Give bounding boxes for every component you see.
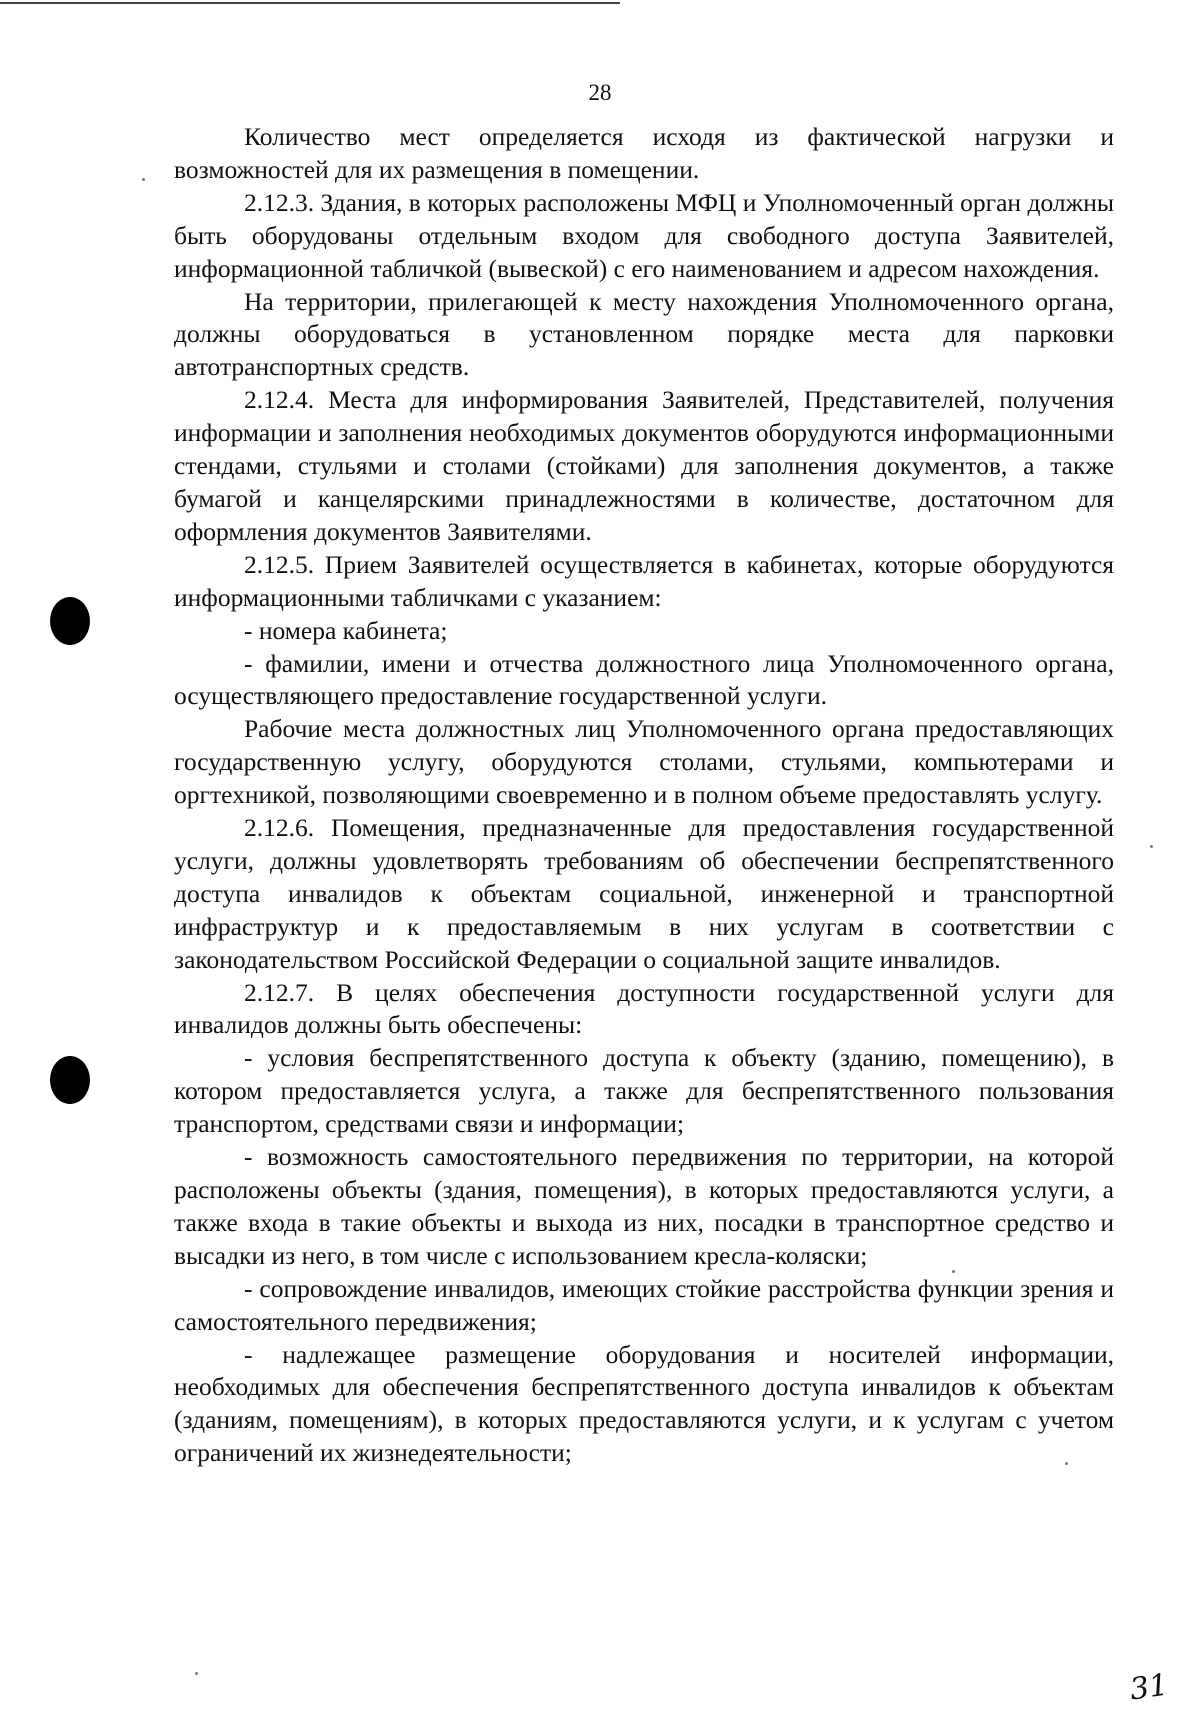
list-item-movement: - возможность самостоятельного передвижения по территории, на которой расположены объекты (здания, помещения), в которых предоставляются услуги, а также входа в такие объекты и выхода из них, посадки в транспортное средство и высадки из него, в том числе с использованием кресла-коляски; bbox=[174, 1142, 1114, 1270]
scan-speck bbox=[195, 1672, 198, 1675]
list-item-access-conditions: - условия беспрепятственного доступа к объекту (зданию, помещению), в котором предоставляется услуга, а также для беспрепятственного пользования транспортом, средствами связи и информации; bbox=[174, 1043, 1114, 1139]
document-body bbox=[174, 121, 1114, 1470]
paragraph-workplaces: Рабочие места должностных лиц Уполномоченного органа предоставляющих государственную услугу, оборудуются столами, стульями, компьютерами и оргтехникой, позволяющими своевременно и в полном объеме предоставлять услугу. bbox=[174, 714, 1114, 810]
paragraph-parking: На территории, прилегающей к месту нахождения Уполномоченного органа, должны оборудоваться в установленном порядке места для парковки автотранспортных средств. bbox=[174, 286, 1114, 382]
list-item-official-name: - фамилии, имени и отчества должностного лица Уполномоченного органа, осуществляющего предоставление государственной услуги. bbox=[174, 648, 1114, 711]
scan-speck bbox=[952, 1270, 955, 1273]
scan-speck bbox=[142, 178, 145, 181]
paragraph-2-12-7: 2.12.7. В целях обеспечения доступности государственной услуги для инвалидов должны быть обеспечены: bbox=[174, 977, 1114, 1040]
paragraph-seats: Количество мест определяется исходя из фактической нагрузки и возможностей для их размещения в помещении. bbox=[174, 122, 1114, 184]
page-number: 28 bbox=[588, 80, 612, 105]
paragraph-2-12-3: 2.12.3. Здания, в которых расположены МФЦ и Уполномоченный орган должны быть оборудованы отдельным входом для свободного доступа Заявителей, информационной табличкой (вывеской) с его наименованием и адресом нахождения. bbox=[174, 187, 1114, 283]
list-item-equipment-placement: - надлежащее размещение оборудования и носителей информации, необходимых для обеспечения беспрепятственного доступа инвалидов к объектам (зданиям, помещениям), в которых предоставляются услуги, и к услугам с учетом ограничений их жизнедеятельности; bbox=[174, 1339, 1114, 1468]
scan-top-edge-line bbox=[0, 2, 620, 4]
list-item-room-number: - номера кабинета; bbox=[244, 615, 448, 645]
binder-hole-top bbox=[50, 597, 90, 645]
binder-hole-bottom bbox=[50, 1056, 90, 1104]
paragraph-2-12-4: 2.12.4. Места для информирования Заявителей, Представителей, получения информации и заполнения необходимых документов оборудуются информационными стендами, стульями и столами (стойками) для заполнения документов, а также бумагой и канцелярскими принадлежностями в количестве, достаточном для оформления документов Заявителями. bbox=[174, 385, 1114, 546]
paragraph-2-12-6: 2.12.6. Помещения, предназначенные для предоставления государственной услуги, должны удовлетворять требованиям об обеспечении беспрепятственного доступа инвалидов к объектам социальной, инженерной и транспортной инфраструктур и к предоставляемым в них услугам в соответствии с законодательством Российской Федерации о социальной защите инвалидов. bbox=[174, 813, 1114, 974]
scan-speck bbox=[1065, 1462, 1068, 1465]
scan-speck bbox=[1150, 845, 1153, 848]
list-item-escort: - сопровождение инвалидов, имеющих стойкие расстройства функции зрения и самостоятельного передвижения; bbox=[174, 1273, 1114, 1336]
handwritten-sheet-number: 31 bbox=[1127, 1667, 1171, 1708]
paragraph-2-12-5: 2.12.5. Прием Заявителей осуществляется в кабинетах, которые оборудуются информационными табличками с указанием: bbox=[174, 549, 1114, 612]
